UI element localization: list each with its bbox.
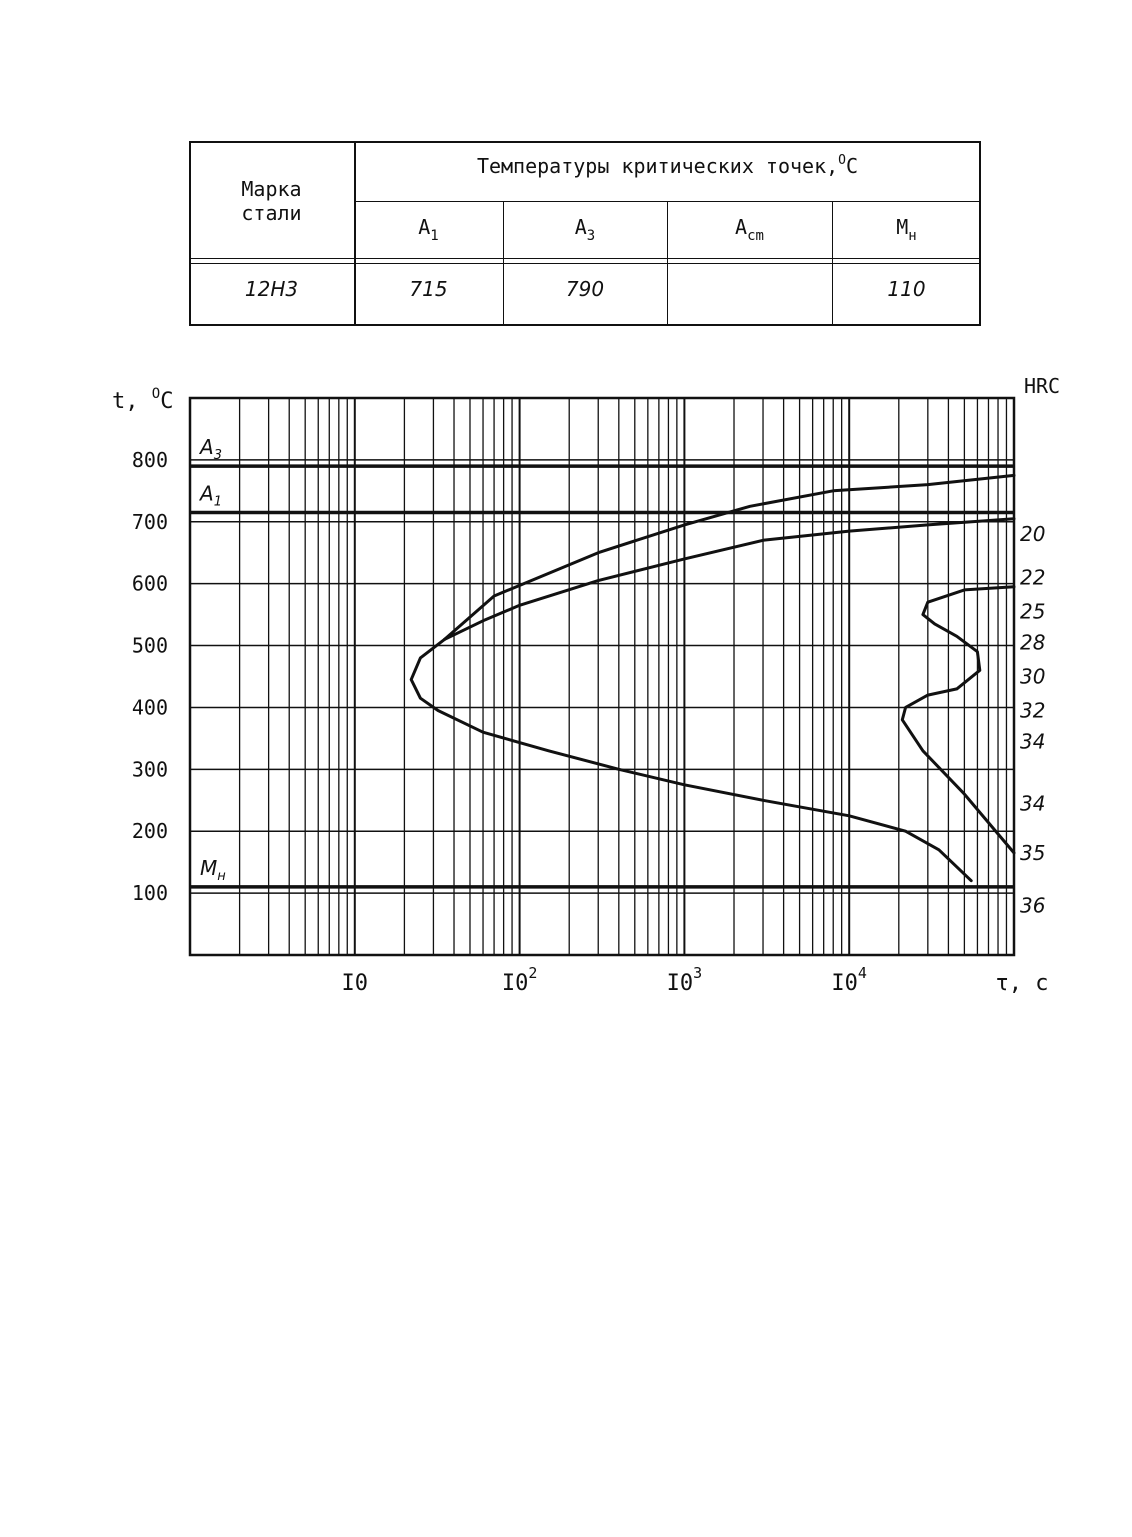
transformation-curve bbox=[445, 519, 1015, 640]
y-tick-label: 300 bbox=[131, 757, 168, 782]
column-header-a3-sub: 3 bbox=[586, 228, 596, 244]
celsius-unit: С bbox=[846, 154, 859, 178]
x-axis-label: τ, c bbox=[995, 971, 1049, 996]
plot-frame bbox=[190, 398, 1014, 955]
transformation-curve bbox=[902, 587, 1014, 853]
column-header-mn-sub: н bbox=[908, 228, 917, 244]
transformation-curve bbox=[445, 475, 1015, 639]
hardness-label: 25 bbox=[1020, 599, 1046, 624]
cell-mn: 110 bbox=[887, 277, 926, 301]
y-tick-label: 800 bbox=[131, 447, 168, 472]
column-header-a1-main: А bbox=[418, 215, 431, 239]
steel-grade-header-line2: стали bbox=[241, 201, 302, 225]
column-header-acm-sub: cm bbox=[747, 228, 764, 244]
hardness-label: 36 bbox=[1020, 893, 1046, 918]
hardness-label: 28 bbox=[1020, 630, 1046, 655]
reference-line-label: $A_1$ bbox=[200, 481, 222, 510]
y-tick-label: 500 bbox=[131, 633, 168, 658]
reference-line-label: $A_3$ bbox=[200, 435, 222, 464]
hrc-axis-label: HRC bbox=[1023, 374, 1061, 398]
x-tick-label: $I0^2$ bbox=[501, 964, 538, 996]
y-tick-label: 700 bbox=[131, 509, 168, 534]
x-tick-label: $I0^4$ bbox=[831, 964, 867, 996]
column-header-mn-main: М bbox=[896, 215, 909, 239]
column-header-a1-sub: 1 bbox=[430, 228, 439, 244]
degree-mark: О bbox=[838, 153, 846, 168]
critical-temperatures-title: Температуры критических точек, bbox=[476, 154, 839, 178]
reference-line-label: $M_н$ bbox=[200, 855, 226, 884]
steel-grade-header-line1: Марка bbox=[241, 177, 302, 201]
cell-a1: 715 bbox=[409, 277, 448, 301]
hardness-label: 22 bbox=[1020, 565, 1046, 590]
y-tick-label: 400 bbox=[131, 695, 168, 720]
transformation-curve bbox=[411, 639, 971, 880]
hardness-label: 20 bbox=[1020, 522, 1046, 547]
y-tick-label: 100 bbox=[131, 881, 168, 906]
hardness-label: 32 bbox=[1020, 698, 1046, 723]
hardness-label: 34 bbox=[1020, 729, 1046, 754]
hardness-label: 35 bbox=[1020, 840, 1046, 865]
hardness-label: 30 bbox=[1020, 664, 1046, 689]
y-axis-label: t, $^O$C bbox=[112, 386, 174, 414]
cell-a3: 790 bbox=[565, 277, 605, 301]
y-tick-label: 600 bbox=[131, 571, 168, 596]
column-header-a3-main: А bbox=[574, 215, 587, 239]
x-tick-label: $I0^3$ bbox=[666, 964, 703, 996]
column-header-acm-main: А bbox=[735, 215, 748, 239]
cell-steel-grade: 12Н3 bbox=[244, 277, 299, 301]
y-tick-label: 200 bbox=[131, 819, 168, 844]
x-tick-label: I0 bbox=[341, 971, 369, 996]
hardness-label: 34 bbox=[1020, 791, 1046, 816]
